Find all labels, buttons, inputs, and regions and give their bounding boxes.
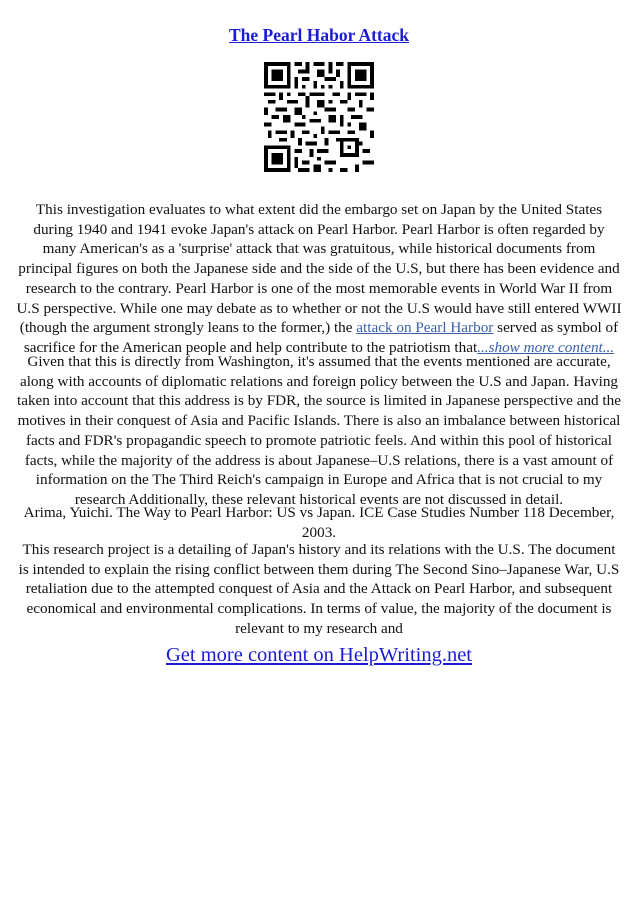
show-more-link[interactable]: ...show more content... <box>477 338 615 356</box>
paragraph-analysis: Given that this is directly from Washington, it's assumed that the events mentioned are accurate, along with accounts of diplomatic relations and foreign policy between the U.S and Japan. Having taken into account that this address is by FDR, the source is limited in Japanese perspective and the motives in their conquest of Asia and Pacific Islands. There is also an imbalance between historical facts and FDR's propagandic speech to promote patriotic feels. And within this pool of historical facts, while the majority of the address is about Japanese–U.S relations, there is a vast amount of information on the The Third Reich's campaign in Europe and Africa that is not crucial to my research Additionally, these relevant historical events are not discussed in detail. <box>17 353 621 508</box>
paragraph-intro-text: This investigation evaluates to what extent did the embargo set on Japan by the United States during 1940 and 1941 evoke Japan's attack on Pearl Harbor. Pearl Harbor is often regarded by many American's as a 'surprise' attack that was gratuitous, while historical documents from principal figures on both the Japanese side and the side of the U.S, but there has been evidence and research to the contrary. Pearl Harbor is one of the most memorable events in World War II from U.S perspective. While one may debate as to whether or not the U.S would have still entered WWII (though the argument strongly leans to the former,) the <box>16 201 622 337</box>
get-more-content-link[interactable]: Get more content on HelpWriting.net <box>165 644 473 666</box>
paragraph-research: This research project is a detailing of Japan's history and its relations with the U.S. The document is intended to explain the rising conflict between them during The Second Sino–Japanese War, U.S retaliation due to the attempted conquest of Asia and the Attack on Pearl Harbor, and subsequent economical and environmental complications. In terms of value, the majority of the document is relevant to my research and <box>18 541 620 637</box>
attack-on-pearl-harbor-link[interactable]: attack on Pearl Harbor <box>356 319 494 337</box>
qr-code-image[interactable] <box>264 62 374 172</box>
title-link[interactable]: The Pearl Habor Attack <box>228 25 409 45</box>
document-title <box>0 24 638 46</box>
call-to-action <box>0 643 638 667</box>
citation: Arima, Yuichi. The Way to Pearl Harbor: US vs Japan. ICE Case Studies Number 118 December, 2003. <box>23 504 615 541</box>
paragraph-intro-text-continued: served as symbol of sacrifice for the American people and help contribute to the patriotism that <box>23 319 619 356</box>
paragraph-intro <box>16 200 622 358</box>
